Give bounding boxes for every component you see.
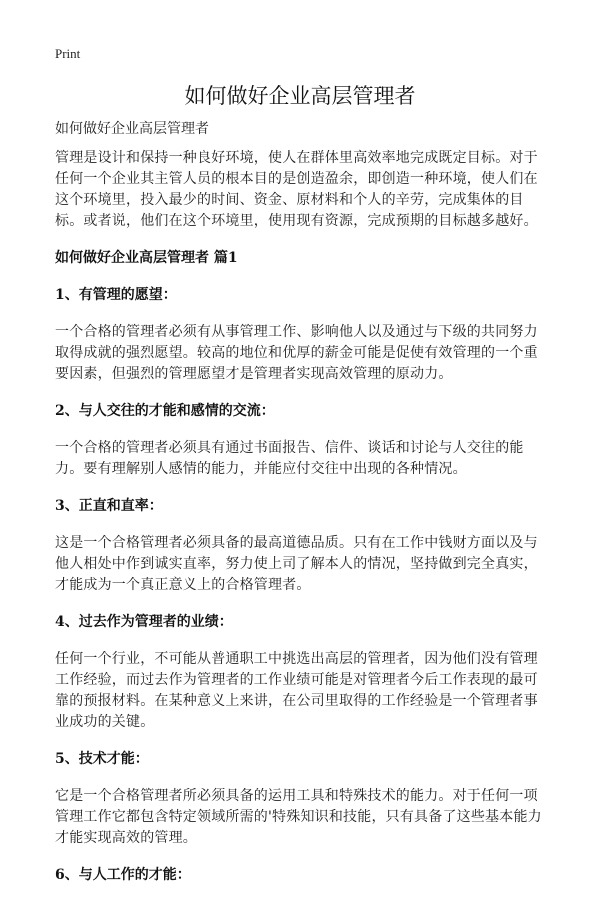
item-heading-2: 2、与人交往的才能和感情的交流： — [55, 403, 275, 419]
item-body-4: 任何一个行业，不可能从普通职工中挑选出高层的管理者，因为他们没有管理工作经验，而过去作为管理者的工作业绩可能是对管理者今后工作表现的最可靠的预报材料。在某种意义上来讲，在公司里取得的工作经验是一个管理者事业成功的关键。 — [55, 651, 538, 730]
item-heading-6: 6、与人工作的才能： — [55, 867, 191, 883]
item-body-3: 这是一个合格管理者必须具备的最高道德品质。只有在工作中钱财方面以及与他人相处中作到诚实直率，努力使上司了解本人的情况，坚持做到完全真实，才能成为一个真正意义上的合格管理者。 — [55, 535, 538, 593]
item-heading-5: 5、技术才能： — [55, 751, 149, 767]
print-link[interactable]: Print — [55, 46, 81, 61]
item-heading-3: 3、正直和直率： — [55, 498, 163, 514]
subtitle: 如何做好企业高层管理者 — [55, 121, 209, 137]
item-heading-1: 1、有管理的愿望： — [55, 287, 177, 303]
item-body-5: 它是一个合格管理者所必须具备的运用工具和特殊技术的能力。对于任何一项管理工作它都包含特定领域所需的'特殊知识和技能，只有具备了这些基本能力才能实现高效的管理。 — [55, 788, 542, 846]
item-heading-4: 4、过去作为管理者的业绩： — [55, 614, 233, 630]
item-body-2: 一个合格的管理者必须具有通过书面报告、信件、谈话和讨论与人交往的能力。要有理解别人感情的能力，并能应付交往中出现的各种情况。 — [55, 440, 524, 477]
article-body — [55, 148, 545, 902]
item-body-1: 一个合格的管理者必须有从事管理工作、影响他人以及通过与下级的共同努力取得成就的强烈愿望。较高的地位和优厚的薪金可能是促使有效管理的一个重要因素，但强烈的管理愿望才是管理者实现高效管理的原动力。 — [55, 324, 538, 382]
section-title: 如何做好企业高层管理者 篇1 — [55, 250, 238, 266]
page-title: 如何做好企业高层管理者 — [184, 84, 416, 108]
intro-paragraph: 管理是设计和保持一种良好环境，使人在群体里高效率地完成既定目标。对于任何一个企业其主管人员的根本目的是创造盈余，即创造一种环境，使人们在这个环境里，投入最少的时间、资金、原材料和个人的辛劳，完成集体的目标。或者说，他们在这个环境里，使用现有资源，完成预期的目标越多越好。 — [55, 150, 538, 229]
